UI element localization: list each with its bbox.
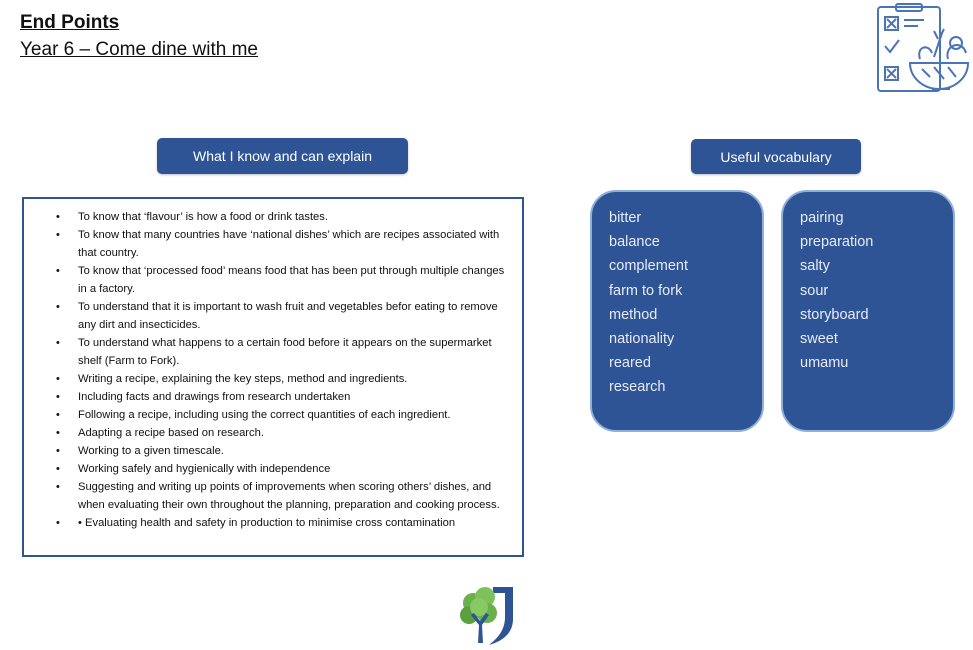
know-list <box>24 199 522 532</box>
page-subtitle: Year 6 – Come dine with me <box>20 39 258 60</box>
vocab-word: bitter <box>609 210 642 226</box>
vocab-word: storyboard <box>800 306 869 323</box>
vocab-column-right <box>781 190 955 432</box>
know-item: • Including facts and drawings from research undertaken <box>78 388 514 406</box>
know-item: • Suggesting and writing up points of improvements when scoring others’ dishes, and when evaluating their own throughout the planning, preparation and cooking process. <box>78 478 514 514</box>
know-item: • To know that ‘processed food’ means food that has been put through multiple changes in a factory. <box>78 262 514 298</box>
know-item: • Working to a given timescale. <box>78 442 514 460</box>
vocab-word: umamu <box>800 355 849 372</box>
vocab-word: sweet <box>800 331 838 348</box>
vocab-column-left <box>590 190 764 432</box>
know-item: • Adapting a recipe based on research. <box>78 424 514 442</box>
recipe-checklist-icon <box>874 3 970 95</box>
know-item: • To know that many countries have ‘national dishes’ which are recipes associated with that country. <box>78 226 514 262</box>
vocab-word: farm to fork <box>609 282 683 299</box>
know-list-box <box>22 197 524 557</box>
vocab-word: complement <box>609 258 688 275</box>
know-item: • Working safely and hygienically with independence <box>78 460 514 478</box>
know-item: • • Evaluating health and safety in production to minimise cross contamination <box>78 514 514 532</box>
know-item: • Writing a recipe, explaining the key steps, method and ingredients. <box>78 370 514 388</box>
vocab-word: research <box>609 379 666 396</box>
vocab-word: pairing <box>800 210 844 226</box>
vocab-word: nationality <box>609 331 675 348</box>
vocab-heading: Useful vocabulary <box>691 139 861 174</box>
page-title: End Points <box>20 12 120 33</box>
vocab-word: method <box>609 306 658 323</box>
know-item: • To know that ‘flavour’ is how a food or drink tastes. <box>78 208 514 226</box>
know-item: • Following a recipe, including using the correct quantities of each ingredient. <box>78 406 514 424</box>
vocab-word: reared <box>609 355 651 372</box>
vocab-word: salty <box>800 258 830 275</box>
school-tree-shield-logo <box>459 585 517 647</box>
know-item: • To understand what happens to a certain food before it appears on the supermarket shelf (Farm to Fork). <box>78 334 514 370</box>
know-heading: What I know and can explain <box>157 138 408 174</box>
vocab-word: balance <box>609 234 660 251</box>
vocab-word: preparation <box>800 234 874 251</box>
vocab-word: sour <box>800 282 829 299</box>
know-item: • To understand that it is important to wash fruit and vegetables befor eating to remove any dirt and insecticides. <box>78 298 514 334</box>
